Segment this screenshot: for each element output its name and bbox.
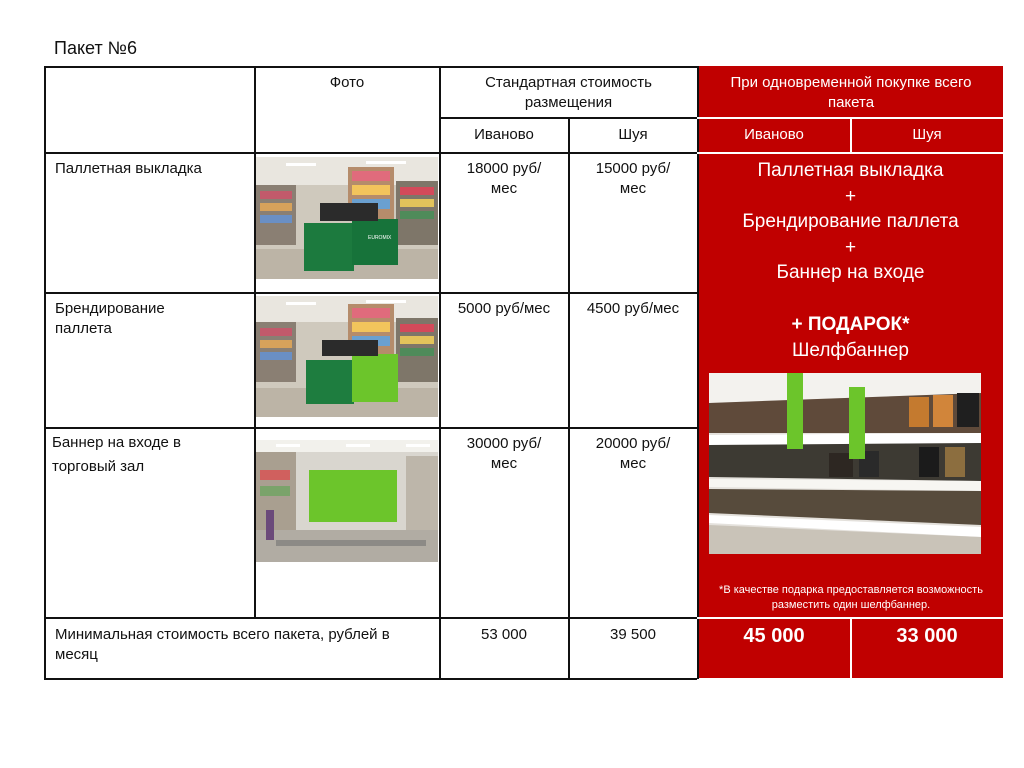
total-label: Минимальная стоимость всего пакета, рублей в месяц <box>55 626 390 663</box>
row-price-city-1: 5000 руб/мес <box>457 300 551 317</box>
total-standard-city-1: 53 000 <box>481 626 527 643</box>
total-package-city-1: 45 000 <box>743 625 805 647</box>
total-standard-city-2: 39 500 <box>610 626 656 643</box>
package-city-1-header: Иваново <box>744 126 804 143</box>
standard-city-2-header: Шуя <box>618 126 648 143</box>
photo-column-header: Фото <box>329 74 365 91</box>
package-city-2-header: Шуя <box>912 126 942 143</box>
standard-city-1-header: Иваново <box>474 126 534 143</box>
svg-text:EUROMIX: EUROMIX <box>368 235 392 241</box>
offer-plus: + <box>844 236 857 258</box>
shelf-banner-photo <box>709 373 981 554</box>
row-price-city-1: 30000 руб/мес <box>466 435 542 472</box>
package-offer-list <box>698 158 1003 286</box>
package-price-header: При одновременной покупке всего пакета <box>730 74 972 111</box>
row-name-pallet-branding: Брендирование паллета <box>55 300 165 337</box>
gift-block <box>698 312 1003 363</box>
gift-title: + ПОДАРОК* <box>791 314 910 335</box>
gift-item: Шелфбаннер <box>792 339 909 361</box>
row-name-entrance-banner: Баннер на входе в торговый зал <box>52 434 181 475</box>
row-price-city-2: 4500 руб/мес <box>586 300 680 317</box>
offer-item-entrance-banner: Баннер на входе <box>776 262 925 283</box>
entrance-banner-photo <box>256 440 438 562</box>
pallet-branding-photo <box>256 296 438 417</box>
offer-item-pallet-display: Паллетная выкладка <box>757 160 944 181</box>
page-title: Пакет №6 <box>54 38 138 58</box>
row-price-city-1: 18000 руб/мес <box>466 160 542 197</box>
row-name-pallet-display: Паллетная выкладка <box>55 160 202 177</box>
standard-price-header: Стандартная стоимость размещения <box>485 74 652 111</box>
row-price-city-2: 15000 руб/мес <box>595 160 671 197</box>
gift-note: *В качестве подарка предоставляется возможность разместить один шелфбаннер. <box>719 584 983 611</box>
row-price-city-2: 20000 руб/мес <box>595 435 671 472</box>
offer-item-pallet-branding: Брендирование паллета <box>742 211 959 232</box>
total-package-city-2: 33 000 <box>896 625 958 647</box>
offer-plus: + <box>844 185 857 207</box>
pallet-display-photo <box>256 157 438 279</box>
